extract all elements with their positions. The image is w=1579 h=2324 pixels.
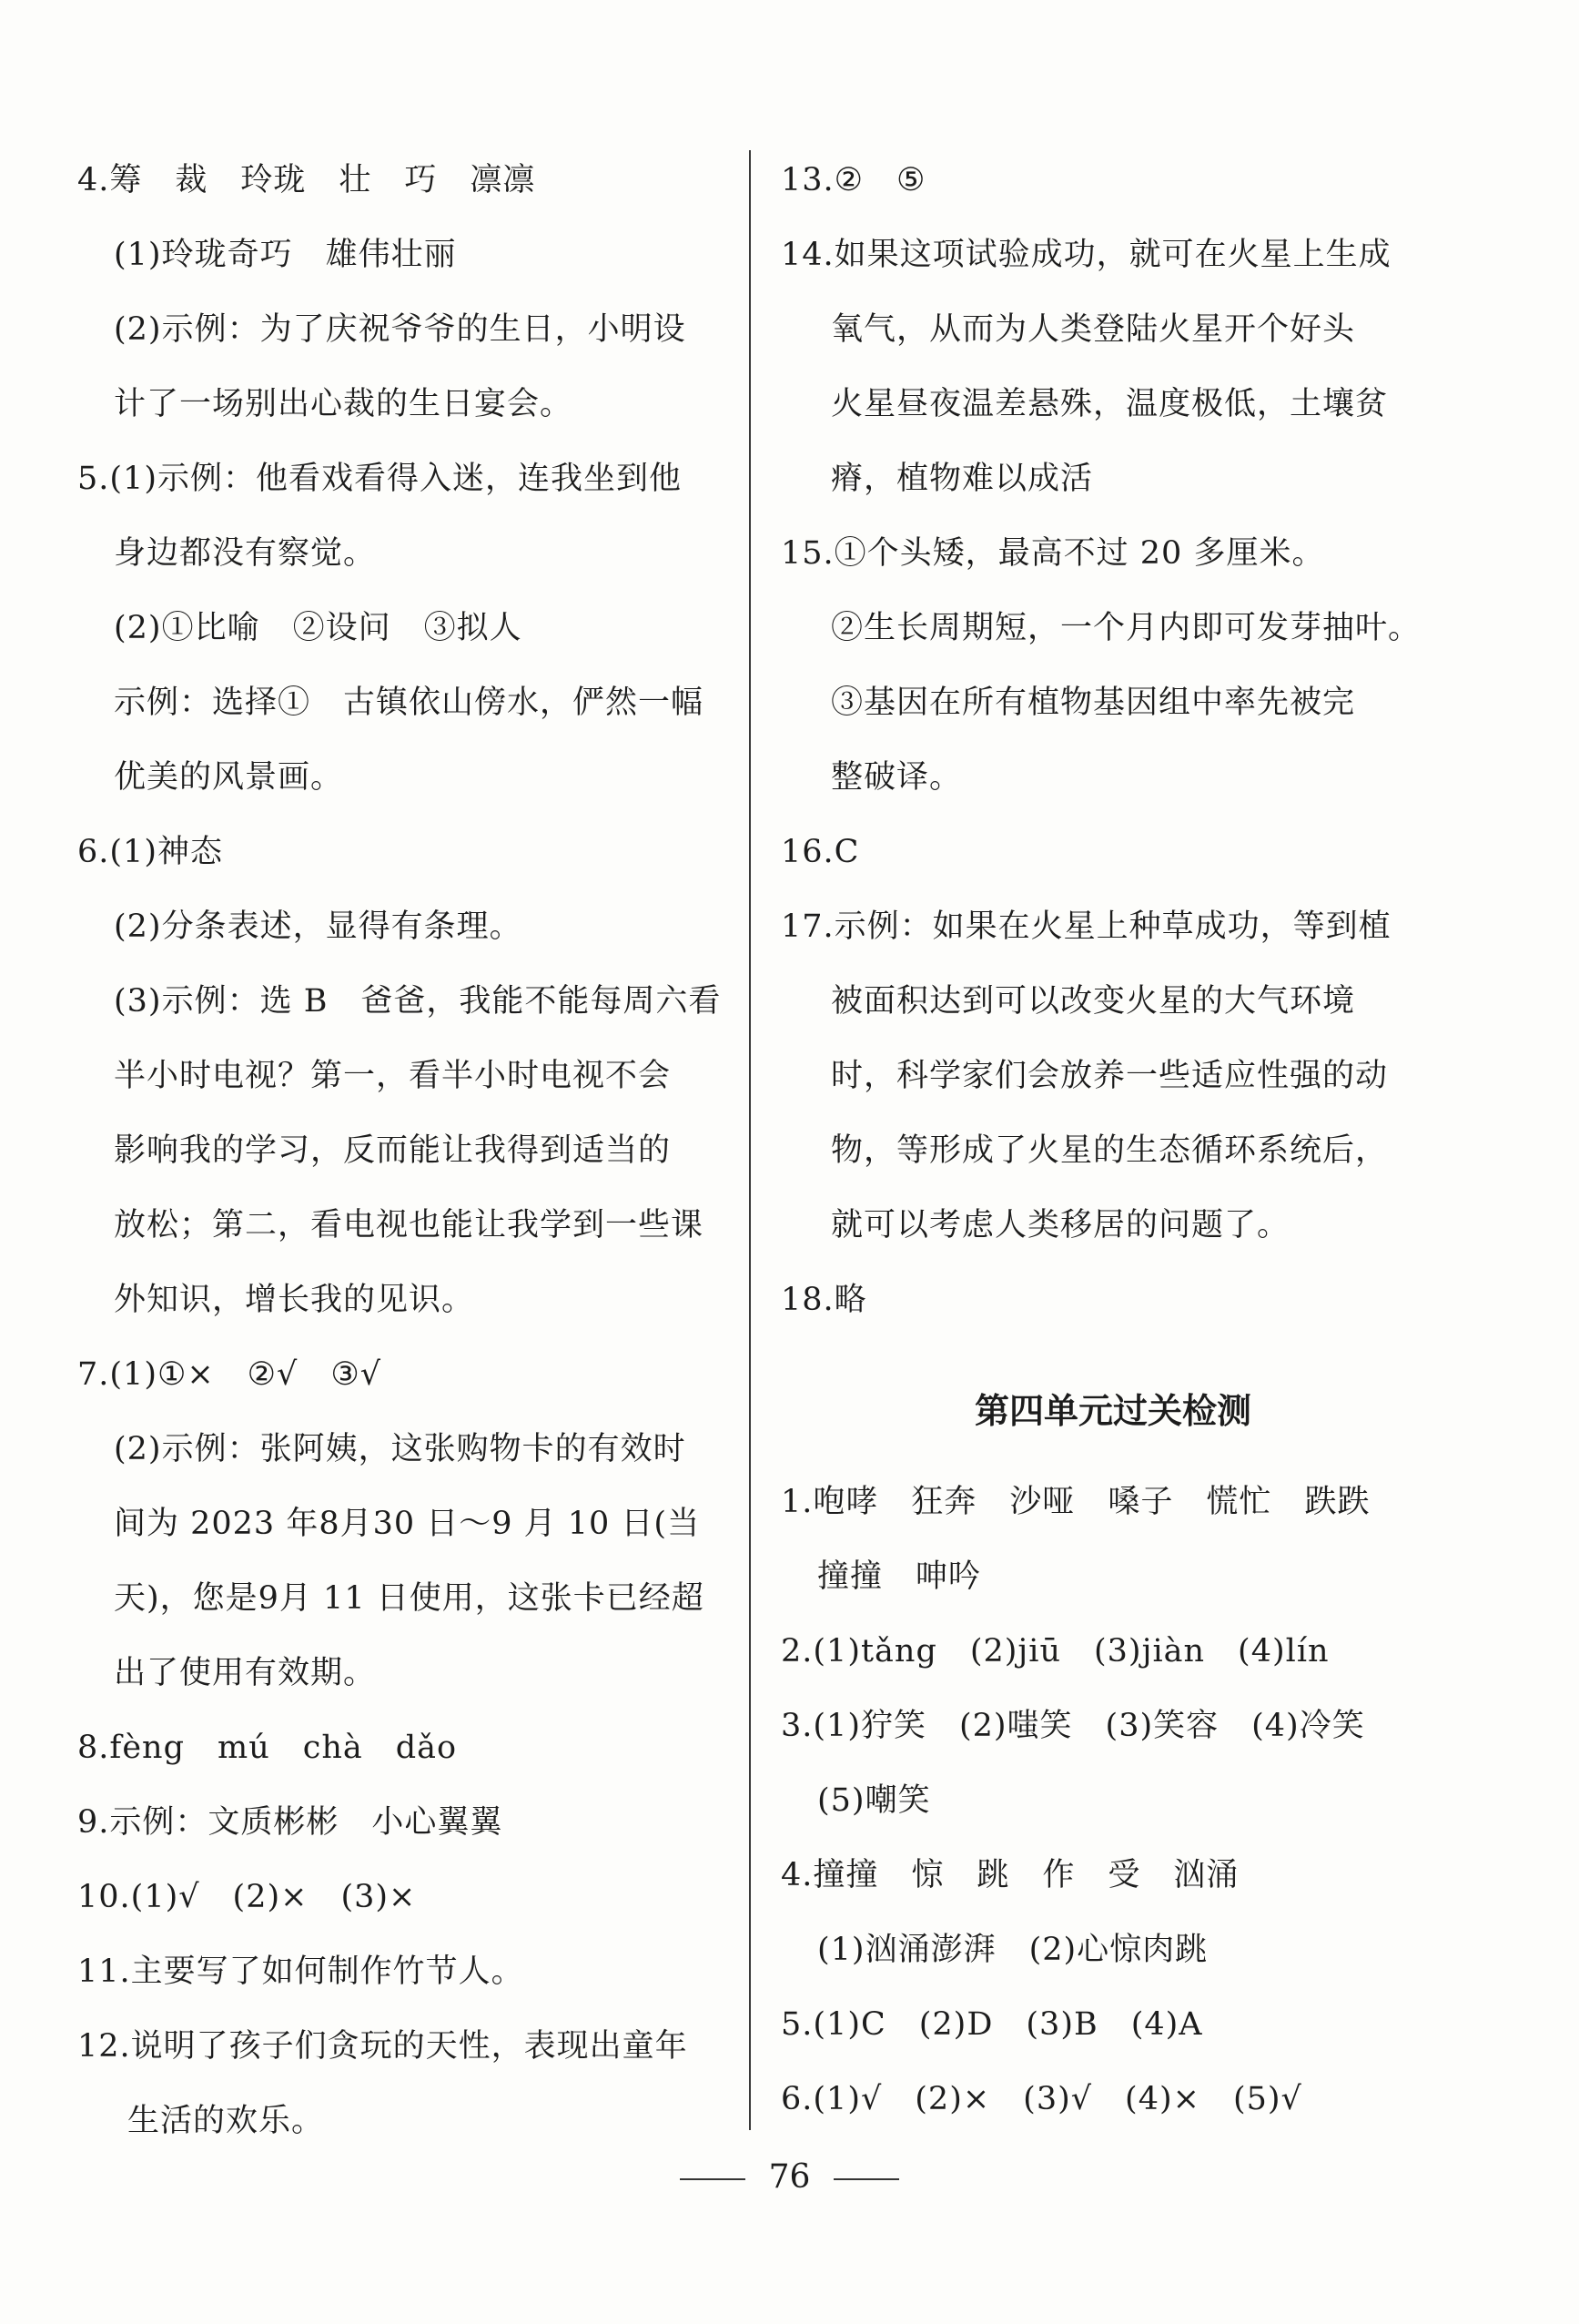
answer-line: 1.咆哮 狂奔 沙哑 嗓子 慌忙 跌跌 bbox=[781, 1484, 1371, 1520]
answer-line: 4.筹 裁 玲珑 壮 巧 凛凛 bbox=[77, 162, 536, 198]
answer-line: 9.示例：文质彬彬 小心翼翼 bbox=[77, 1804, 503, 1841]
answer-line: 生活的欢乐。 bbox=[127, 2103, 325, 2139]
answer-line: 出了使用有效期。 bbox=[114, 1655, 377, 1691]
section-title: 第四单元过关检测 bbox=[974, 1391, 1251, 1431]
answer-line: 撞撞 呻吟 bbox=[817, 1558, 982, 1595]
answer-line: 12.说明了孩子们贪玩的天性，表现出童年 bbox=[77, 2028, 688, 2065]
answer-line: (2)示例：为了庆祝爷爷的生日，小明设 bbox=[114, 311, 686, 348]
right-column bbox=[781, 143, 1445, 2136]
answer-line: 身边都没有察觉。 bbox=[114, 535, 377, 572]
answer-line: (1)玲珑奇巧 雄伟壮丽 bbox=[114, 237, 457, 273]
left-column bbox=[77, 143, 742, 2158]
answer-line: 2.(1)tǎng (2)jiū (3)jiàn (4)lín bbox=[781, 1633, 1330, 1669]
answer-line: 时，科学家们会放养一些适应性强的动 bbox=[831, 1058, 1389, 1094]
answer-line: 17.示例：如果在火星上种草成功，等到植 bbox=[781, 908, 1392, 945]
answer-line: 3.(1)狞笑 (2)嗤笑 (3)笑容 (4)冷笑 bbox=[781, 1708, 1365, 1744]
answer-line: (2)①比喻 ②设问 ③拟人 bbox=[114, 610, 522, 646]
answer-line: (2)示例：张阿姨，这张购物卡的有效时 bbox=[114, 1431, 686, 1467]
answer-line: 6.(1)神态 bbox=[77, 834, 223, 870]
answer-line: 18.略 bbox=[781, 1282, 867, 1318]
answer-line: 7.(1)①× ②√ ③√ bbox=[77, 1356, 382, 1393]
answer-line: ②生长周期短，一个月内即可发芽抽叶。 bbox=[831, 610, 1422, 646]
answer-line: 5.(1)C (2)D (3)B (4)A bbox=[781, 2006, 1203, 2043]
answer-line: 放松；第二，看电视也能让我学到一些课 bbox=[114, 1207, 704, 1243]
answer-line: 14.如果这项试验成功，就可在火星上生成 bbox=[781, 237, 1392, 273]
answer-line: 6.(1)√ (2)× (3)√ (4)× (5)√ bbox=[781, 2081, 1302, 2117]
footer-dash-right bbox=[834, 2178, 899, 2180]
answer-line: 计了一场别出心裁的生日宴会。 bbox=[114, 386, 573, 422]
answer-line: 被面积达到可以改变火星的大气环境 bbox=[831, 983, 1356, 1020]
answer-line: 11.主要写了如何制作竹节人。 bbox=[77, 1954, 524, 1990]
answer-line: 4.撞撞 惊 跳 作 受 汹涌 bbox=[781, 1857, 1240, 1893]
answer-line: 氧气，从而为人类登陆火星开个好头 bbox=[831, 311, 1356, 348]
answer-line: 就可以考虑人类移居的问题了。 bbox=[831, 1207, 1291, 1243]
answer-line: 瘠，植物难以成活 bbox=[831, 461, 1094, 497]
answer-line: 13.② ⑤ bbox=[781, 162, 926, 198]
answer-line: 8.fèng mú chà dǎo bbox=[77, 1730, 458, 1766]
column-divider bbox=[749, 150, 751, 2130]
answer-line: 16.C bbox=[781, 834, 860, 870]
answer-line: 5.(1)示例：他看戏看得入迷，连我坐到他 bbox=[77, 461, 682, 497]
answer-line: (5)嘲笑 bbox=[817, 1782, 931, 1819]
answer-line: 半小时电视？第一，看半小时电视不会 bbox=[114, 1058, 672, 1094]
answer-line: (2)分条表述，显得有条理。 bbox=[114, 908, 522, 945]
answer-line: (3)示例：选 B 爸爸，我能不能每周六看 bbox=[114, 983, 722, 1020]
answer-line: 外知识，增长我的见识。 bbox=[114, 1282, 475, 1318]
page-number: 76 bbox=[768, 2158, 811, 2196]
answer-line: 10.(1)√ (2)× (3)× bbox=[77, 1879, 417, 1915]
answer-line: 天)，您是9月 11 日使用，这张卡已经超 bbox=[114, 1580, 704, 1617]
answer-line: 间为 2023 年8月30 日～9 月 10 日(当 bbox=[114, 1506, 701, 1542]
answer-line: 影响我的学习，反而能让我得到适当的 bbox=[114, 1132, 672, 1169]
answer-line: (1)汹涌澎湃 (2)心惊肉跳 bbox=[817, 1932, 1209, 1968]
answer-line: 火星昼夜温差悬殊，温度极低，土壤贫 bbox=[831, 386, 1389, 422]
answer-line: 示例：选择① 古镇依山傍水，俨然一幅 bbox=[114, 685, 704, 721]
answer-line: ③基因在所有植物基因组中率先被完 bbox=[831, 685, 1356, 721]
answer-line: 优美的风景画。 bbox=[114, 759, 344, 796]
answer-line: 整破译。 bbox=[831, 759, 963, 796]
answer-line: 15.①个头矮，最高不过 20 多厘米。 bbox=[781, 535, 1325, 572]
answer-line: 物，等形成了火星的生态循环系统后， bbox=[831, 1132, 1389, 1169]
page-footer bbox=[0, 2150, 1579, 2205]
footer-dash-left bbox=[680, 2178, 745, 2180]
